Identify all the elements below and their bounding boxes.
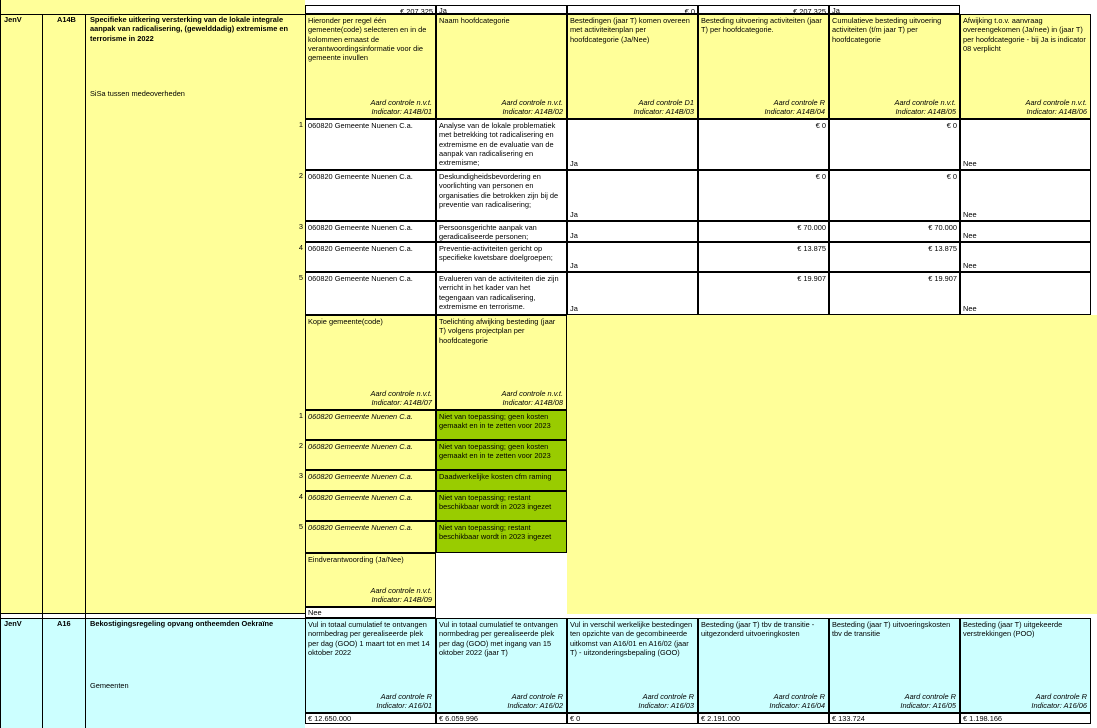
a14b-header-08 [436,315,567,410]
a16-header-03-control: Aard controle R [642,692,694,702]
a14b-row5-category[interactable]: Evalueren van de activiteiten die zijn verricht in het kader van het tegengaan van radicalisering, extremisme en terrorisme. [436,272,567,315]
a14b-row4-cumulatief: € 13.875 [928,244,957,253]
a14b-header-05-control: Aard controle n.v.t. [894,98,956,108]
a14b-row4-category[interactable]: Preventie-activiteiten gericht op specifieke kwetsbare doelgroepen; [436,242,567,272]
a14b-row3-besteding-cell[interactable] [698,221,829,242]
a14b-row1-category[interactable]: Analyse van de lokale problematiek met betrekking tot radicalisering en extremisme en de evaluatie van de aanpak van radicalisering en extremisme; [436,119,567,170]
a16-header-01-control: Aard controle R [380,692,432,702]
a14b-row1-cumulatief-cell[interactable] [829,119,960,170]
a16-value-05[interactable]: € 133.724 [829,713,960,724]
a14b-header-03-control: Aard controle D1 [638,98,694,108]
top-total-c4-value: € 207.325 [793,7,826,14]
a14b-row2-besteding-cell[interactable] [698,170,829,221]
a14b-row5-match-cell[interactable] [567,272,698,315]
top-total-c4[interactable] [698,5,829,14]
a16-header-05-label: Besteding (jaar T) uitvoeringskosten tbv de transitie [832,620,951,639]
top-total-c1[interactable] [305,5,436,14]
top-total-c3[interactable] [567,5,698,14]
a14b-row5-num: 5 [298,273,303,282]
a14b-header-06-indicator: Indicator: A14B/06 [1026,107,1087,117]
a14b-row1-afwijking-cell[interactable] [960,119,1091,170]
a14b-header-06-label: Afwijking t.o.v. aanvraag overeengekomen (Ja/nee) in (jaar T) per hoofdcategorie - bij Ja is indicator 08 verplicht [963,16,1086,53]
a14b-row5-besteding-cell[interactable] [698,272,829,315]
a14b-tl-row3-toelichting[interactable]: Daadwerkelijke kosten cfm raming [436,470,567,491]
a14b-row4-afwijking-cell[interactable] [960,242,1091,272]
a14b-row5-besteding: € 19.907 [797,274,826,283]
a14b-header-07-indicator: Indicator: A14B/07 [371,398,432,408]
a16-header-04-control: Aard controle R [773,692,825,702]
a14b-header-06-control: Aard controle n.v.t. [1025,98,1087,108]
a14b-row4-match-cell[interactable] [567,242,698,272]
a14b-row2-category[interactable]: Deskundigheidsbevordering en voorlichting van personen en organisaties die betrokken zijn bij de preventie van radicalisering; [436,170,567,221]
a14b-row3-gemeente[interactable]: 060820 Gemeente Nuenen C.a. [305,221,436,242]
top-flag-c5[interactable]: Ja [829,5,960,14]
a14b-row3-afwijking-cell[interactable] [960,221,1091,242]
a14b-row2-num-cell [288,170,305,221]
a14b-tl-row4-toelichting[interactable]: Niet van toepassing; restant beschikbaar wordt in 2023 ingezet [436,491,567,521]
a16-ministry: JenV [4,619,22,628]
a16-header-01 [305,618,436,713]
a14b-row2-num: 2 [298,171,303,180]
a14b-header-08-control: Aard controle n.v.t. [501,389,563,399]
a16-value-03[interactable]: € 0 [567,713,698,724]
a14b-header-07 [305,315,436,410]
a16-header-03-indicator: Indicator: A16/03 [638,701,694,711]
a14b-header-05 [829,14,960,119]
a14b-header-01 [305,14,436,119]
a16-header-05-indicator: Indicator: A16/05 [900,701,956,711]
a14b-tl-row3-num: 3 [298,471,303,480]
a14b-header-01-label: Hieronder per regel één gemeente(code) selecteren en in de kolommen ernaast de verantwoordingsinformatie voor die gemeente invullen [308,16,427,62]
a14b-tl-row4-num-cell [288,491,305,521]
a16-left-area [0,618,305,728]
a14b-row2-cumulatief-cell[interactable] [829,170,960,221]
a14b-row2-match: Ja [570,209,578,219]
a16-value-01[interactable]: € 12.650.000 [305,713,436,724]
a14b-row3-cumulatief: € 70.000 [928,223,957,232]
a14b-tl-row4-gemeente: 060820 Gemeente Nuenen C.a. [305,491,436,521]
a14b-row3-num: 3 [298,222,303,231]
top-left-blank [0,0,305,14]
a14b-row1-num: 1 [298,120,303,129]
a14b-header-06 [960,14,1091,119]
a14b-tl-row5-num: 5 [298,522,303,531]
a14b-row1-gemeente[interactable]: 060820 Gemeente Nuenen C.a. [305,119,436,170]
a14b-row4-num-cell [288,242,305,272]
a14b-ministry: JenV [4,15,22,24]
a14b-tl-row1-toelichting[interactable]: Niet van toepassing; geen kosten gemaakt en in te zetten voor 2023 [436,410,567,440]
a14b-header-02-indicator: Indicator: A14B/02 [502,107,563,117]
a14b-tl-row1-num: 1 [298,411,303,420]
a14b-left-area [0,14,305,614]
a14b-header-03 [567,14,698,119]
a14b-row3-besteding: € 70.000 [797,223,826,232]
a14b-tl-row2-gemeente: 060820 Gemeente Nuenen C.a. [305,440,436,470]
a14b-row5-cumulatief: € 19.907 [928,274,957,283]
col-separator-0 [0,0,1,728]
a14b-tl-row2-num-cell [288,440,305,470]
a14b-row5-cumulatief-cell[interactable] [829,272,960,315]
a14b-row3-num-cell [288,221,305,242]
a16-code: A16 [57,619,71,628]
a14b-header-05-indicator: Indicator: A14B/05 [895,107,956,117]
a14b-row2-afwijking: Nee [963,209,977,219]
a16-value-02[interactable]: € 6.059.996 [436,713,567,724]
a14b-row2-match-cell[interactable] [567,170,698,221]
a16-header-03-label: Vul in verschil werkelijke bestedingen ten opzichte van de gecombineerde uitkomst van A16/01 en A16/02 (jaar T) - uitzonderingsbepaling (GOO) [570,620,693,657]
a14b-row2-gemeente[interactable]: 060820 Gemeente Nuenen C.a. [305,170,436,221]
a14b-title: Specifieke uitkering versterking van de lokale integrale aanpak van radicalisering, (gewelddadig) extremisme en terrorisme in 2022 [90,15,288,43]
a14b-tl-row5-toelichting[interactable]: Niet van toepassing; restant beschikbaar wordt in 2023 ingezet [436,521,567,553]
a14b-tl-row4-num: 4 [298,492,303,501]
a14b-row3-match: Ja [570,230,578,240]
a14b-row1-besteding-cell[interactable] [698,119,829,170]
col-separator-2 [85,14,86,728]
a14b-row1-match-cell[interactable] [567,119,698,170]
a14b-row4-match: Ja [570,260,578,270]
a14b-header-09-indicator: Indicator: A14B/09 [371,595,432,605]
a14b-tl-row5-gemeente: 060820 Gemeente Nuenen C.a. [305,521,436,553]
a16-header-02-indicator: Indicator: A16/02 [507,701,563,711]
a14b-header-03-label: Bestedingen (jaar T) komen overeen met activiteitenplan per hoofdcategorie (Ja/Nee) [570,16,690,44]
a14b-row1-besteding: € 0 [815,121,826,130]
a14b-code: A14B [57,15,76,24]
a14b-row5-match: Ja [570,303,578,313]
a14b-tl-row1-num-cell [288,410,305,440]
a14b-header-07-control: Aard controle n.v.t. [370,389,432,399]
a16-header-02-control: Aard controle R [511,692,563,702]
a14b-tl-row3-gemeente: 060820 Gemeente Nuenen C.a. [305,470,436,491]
a14b-tl-row3-num-cell [288,470,305,491]
a14b-recipient: SiSa tussen medeoverheden [90,89,185,98]
a14b-row3-afwijking: Nee [963,230,977,240]
a14b-row5-gemeente[interactable]: 060820 Gemeente Nuenen C.a. [305,272,436,315]
a14b-header-01-control: Aard controle n.v.t. [370,98,432,108]
a14b-row2-cumulatief: € 0 [946,172,957,181]
a14b-header-02-label: Naam hoofdcategorie [439,16,510,25]
a16-title: Bekostigingsregeling opvang ontheemden Oekraïne [90,619,274,628]
a16-header-04-label: Besteding (jaar T) tbv de transitie - uitgezonderd uitvoeringkosten [701,620,815,639]
a14b-row4-gemeente[interactable]: 060820 Gemeente Nuenen C.a. [305,242,436,272]
a14b-tl-row2-num: 2 [298,441,303,450]
a16-header-06-indicator: Indicator: A16/06 [1031,701,1087,711]
a14b-eind-value[interactable]: Nee [305,607,436,618]
a14b-row4-besteding-cell[interactable] [698,242,829,272]
a16-header-06-control: Aard controle R [1035,692,1087,702]
a14b-header-01-indicator: Indicator: A14B/01 [371,107,432,117]
a14b-row3-cumulatief-cell[interactable] [829,221,960,242]
col-separator-1 [42,14,43,728]
a14b-header-04 [698,14,829,119]
top-flag-c2[interactable]: Ja [436,5,567,14]
a16-header-03 [567,618,698,713]
a16-header-04 [698,618,829,713]
a14b-row5-num-cell [288,272,305,315]
a16-header-01-label: Vul in totaal cumulatief te ontvangen normbedrag per gerealiseerde plek per dag (GOO) 1 maart tot en met 14 oktober 2022 [308,620,430,657]
a14b-right-filler [567,315,1097,614]
a14b-header-09-control: Aard controle n.v.t. [370,586,432,596]
a14b-header-08-indicator: Indicator: A14B/08 [502,398,563,408]
a14b-header-04-label: Besteding uitvoering activiteiten (jaar T) per hoofdcategorie. [701,16,822,35]
a14b-row2-besteding: € 0 [815,172,826,181]
a14b-header-08-label: Toelichting afwijking besteding (jaar T) volgens projectplan per hoofdcategorie [439,317,556,345]
top-total-c1-value: € 207.325 [400,7,433,14]
a14b-header-02-control: Aard controle n.v.t. [501,98,563,108]
a16-header-01-indicator: Indicator: A16/01 [376,701,432,711]
a16-recipient: Gemeenten [90,681,129,690]
a16-value-04[interactable]: € 2.191.000 [698,713,829,724]
a14b-row4-cumulatief-cell[interactable] [829,242,960,272]
a14b-header-05-label: Cumulatieve besteding uitvoering activiteiten (t/m jaar T) per hoofdcategorie [832,16,942,44]
a14b-header-07-label: Kopie gemeente(code) [308,317,383,326]
a14b-header-03-indicator: Indicator: A14B/03 [633,107,694,117]
a16-value-06[interactable]: € 1.198.166 [960,713,1091,724]
a14b-row3-match-cell[interactable] [567,221,698,242]
a14b-tl-row2-toelichting[interactable]: Niet van toepassing; geen kosten gemaakt en in te zetten voor 2023 [436,440,567,470]
a14b-row1-num-cell [288,119,305,170]
a14b-row4-num: 4 [298,243,303,252]
a14b-row2-afwijking-cell[interactable] [960,170,1091,221]
a14b-row4-afwijking: Nee [963,260,977,270]
a14b-row1-cumulatief: € 0 [946,121,957,130]
a14b-row4-besteding: € 13.875 [797,244,826,253]
a14b-row5-afwijking: Nee [963,303,977,313]
a16-header-05-control: Aard controle R [904,692,956,702]
a16-header-05 [829,618,960,713]
a16-header-04-indicator: Indicator: A16/04 [769,701,825,711]
a14b-row1-match: Ja [570,158,578,168]
a16-header-02 [436,618,567,713]
a16-header-06 [960,618,1091,713]
a14b-header-04-control: Aard controle R [773,98,825,108]
a14b-header-09 [305,553,436,607]
a14b-header-04-indicator: Indicator: A14B/04 [764,107,825,117]
a14b-tl-row1-gemeente: 060820 Gemeente Nuenen C.a. [305,410,436,440]
a14b-header-09-label: Eindverantwoording (Ja/Nee) [308,555,404,564]
a14b-row1-afwijking: Nee [963,158,977,168]
top-total-c3-value: € 0 [684,7,695,14]
a16-header-06-label: Besteding (jaar T) uitgekeerde verstrekkingen (POO) [963,620,1063,639]
a14b-tl-row5-num-cell [288,521,305,553]
a14b-header-02 [436,14,567,119]
a16-header-02-label: Vul in totaal cumulatief te ontvangen normbedrag per gerealiseerde plek per dag (GOO) met ingang van 15 oktober 2022 (jaar T) [439,620,558,657]
a14b-row3-category[interactable]: Persoonsgerichte aanpak van geradicaliseerde personen; [436,221,567,242]
a14b-row5-afwijking-cell[interactable] [960,272,1091,315]
